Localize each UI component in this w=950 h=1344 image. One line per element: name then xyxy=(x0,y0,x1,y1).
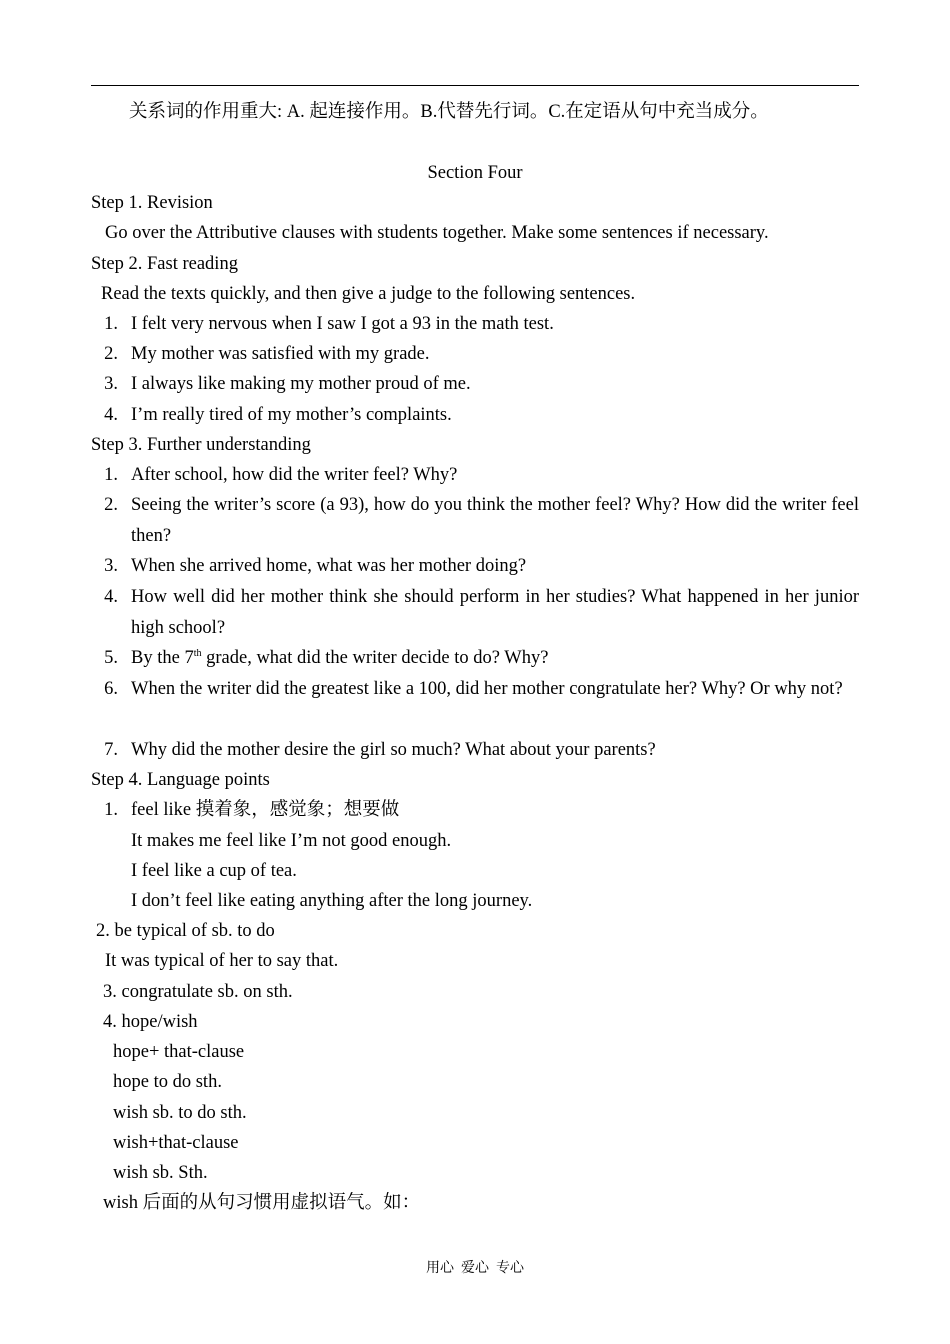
list-item-text: By the 7 xyxy=(131,648,194,668)
list-item-number: 4. xyxy=(104,405,118,425)
language-point-title: 3. congratulate sb. on sth. xyxy=(103,982,293,1002)
usage-form: wish sb. to do sth. xyxy=(113,1103,247,1123)
header-rule xyxy=(91,85,859,86)
list-item-number: 7. xyxy=(104,740,118,760)
list-item-number: 1. xyxy=(104,465,118,485)
list-item xyxy=(131,647,548,669)
list-item-number: 5. xyxy=(104,648,118,668)
list-item: When the writer did the greatest like a 100, did her mother congratulate her? Why? Or why not? xyxy=(131,679,843,699)
language-point-title: feel like 摸着象，感觉象；想要做 xyxy=(131,800,400,820)
list-item-number: 3. xyxy=(104,556,118,576)
list-item: I’m really tired of my mother’s complaints. xyxy=(131,405,452,425)
language-point-title: 4. hope/wish xyxy=(103,1012,198,1032)
step1-text: Go over the Attributive clauses with students together. Make some sentences if necessary. xyxy=(105,223,769,243)
list-item-number: 4. xyxy=(104,587,118,607)
list-item-number: 2. xyxy=(104,344,118,364)
list-item: When she arrived home, what was her mother doing? xyxy=(131,556,527,576)
example-sentence: I feel like a cup of tea. xyxy=(131,861,297,881)
step2-heading: Step 2. Fast reading xyxy=(91,254,238,274)
list-item: I felt very nervous when I saw I got a 93 in the math test. xyxy=(131,314,554,334)
step4-heading: Step 4. Language points xyxy=(91,770,270,790)
list-item: Why did the mother desire the girl so much? What about your parents? xyxy=(131,740,656,760)
step2-text: Read the texts quickly, and then give a judge to the following sentences. xyxy=(101,284,636,304)
example-sentence: I don’t feel like eating anything after the long journey. xyxy=(131,891,533,911)
list-item: I always like making my mother proud of me. xyxy=(131,374,471,394)
usage-form: hope+ that-clause xyxy=(113,1042,245,1062)
step1-heading: Step 1. Revision xyxy=(91,193,213,213)
language-point-title: 2. be typical of sb. to do xyxy=(96,921,275,941)
list-item: How well did her mother think she should perform in her studies? What happened in her junior high school? xyxy=(131,587,859,638)
list-item-number: 3. xyxy=(104,374,118,394)
list-item-number: 1. xyxy=(104,800,118,820)
example-sentence: It was typical of her to say that. xyxy=(105,951,339,971)
list-item-number: 6. xyxy=(104,679,118,699)
ordinal-superscript: th xyxy=(193,647,202,659)
list-item: After school, how did the writer feel? Why? xyxy=(131,465,458,485)
step3-heading: Step 3. Further understanding xyxy=(91,435,311,455)
page-footer: 用心 爱心 专心 xyxy=(426,1261,524,1276)
list-item: Seeing the writer’s score (a 93), how do you think the mother feel? Why? How did the writer feel then? xyxy=(131,495,859,546)
usage-form: wish+that-clause xyxy=(113,1133,239,1153)
example-sentence: It makes me feel like I’m not good enough. xyxy=(131,831,452,851)
list-item-number: 2. xyxy=(104,495,118,515)
list-item-number: 1. xyxy=(104,314,118,334)
intro-text: 关系词的作用重大: A. 起连接作用。B.代替先行词。C.在定语从句中充当成分。 xyxy=(129,102,769,122)
list-item-text: grade, what did the writer decide to do? Why? xyxy=(201,648,549,668)
usage-form: hope to do sth. xyxy=(113,1072,222,1092)
usage-form: wish sb. Sth. xyxy=(113,1163,208,1183)
list-item: My mother was satisfied with my grade. xyxy=(131,344,430,364)
usage-note: wish 后面的从句习惯用虚拟语气。如： xyxy=(103,1193,421,1213)
section-title: Section Four xyxy=(427,163,523,183)
